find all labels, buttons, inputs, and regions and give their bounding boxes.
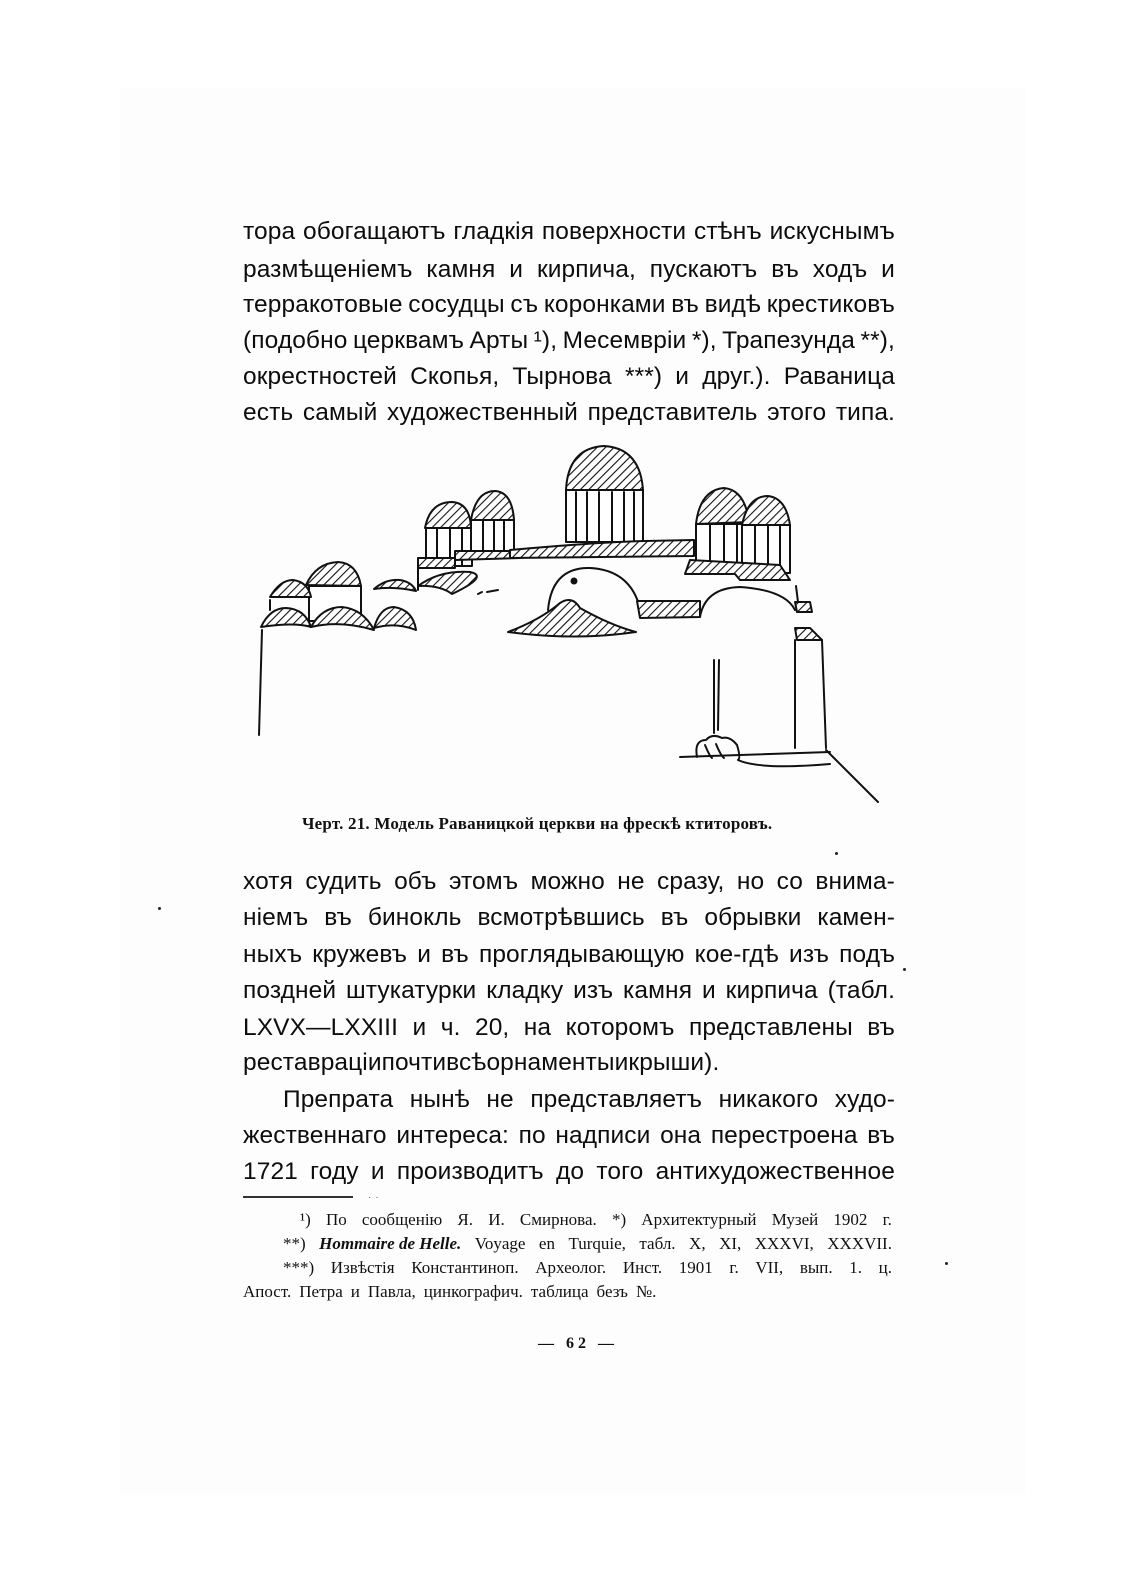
word: Трапезунда [722,327,855,354]
word: Voyage [474,1234,526,1253]
footnote-line [283,1232,892,1256]
word: ***) [283,1258,315,1277]
word: поверхности [541,218,687,245]
word: таблица [530,1282,589,1301]
word: XXXVI, [754,1234,814,1253]
word: LXVX—LXXIII [243,1014,398,1041]
word: видѣ [704,291,762,318]
word: безъ [596,1282,628,1301]
word: типа. [835,399,895,426]
word: поздней [243,977,337,1004]
word: жественнаго [243,1122,387,1149]
word: г. [882,1210,892,1229]
text-line [243,250,895,290]
word: Месемвріи [562,327,687,354]
text-line [243,898,895,938]
word: ¹) [300,1210,311,1229]
text-line [243,971,895,1011]
word: кирпича [725,977,818,1004]
word: подъ [839,941,895,968]
word: которомъ [565,1014,675,1041]
word: и [412,1014,427,1041]
word: сосудцы [408,291,505,318]
word: ніемъ [243,904,309,931]
word: ходъ [812,256,868,283]
word: Константиноп. [411,1258,519,1277]
word: и [509,256,524,283]
word: никакого [718,1086,819,1113]
word: реставраціи [243,1049,382,1076]
word: 1721 [243,1158,298,1185]
word: изъ [573,977,614,1004]
word: (табл. [827,977,895,1004]
word: Тырнова [512,363,612,390]
text-line [243,1152,895,1192]
word: Петра [299,1282,343,1301]
word: коронками [543,291,666,318]
footnote-line [243,1280,656,1304]
word: въ [671,291,699,318]
word: крестиковъ [766,291,895,318]
word: Инст. [622,1258,663,1277]
word: *), [691,327,717,354]
word: крыши). [628,1049,720,1076]
word: производитъ [396,1158,544,1185]
word: изъ [789,941,830,968]
word: камня [426,256,496,283]
word: представлены [688,1014,853,1041]
word: X, [689,1234,706,1253]
footnote-rule-dots: ·· [368,1192,383,1203]
word: пускаютъ [649,256,758,283]
figure-caption: Черт. 21. Модель Раваницкой церкви на фрескѣ ктиторовъ. [302,814,773,833]
word: хотя [243,868,293,895]
word: сразу, [657,868,725,895]
word: ***) [624,363,663,390]
word: 20, [474,1014,510,1041]
word: г. [729,1258,739,1277]
word: представляетъ [530,1086,703,1113]
word: съ [510,291,539,318]
word: Археолог. [535,1258,607,1277]
text-line [243,321,895,361]
church-model-drawing [250,430,890,810]
word: и [614,1049,629,1076]
word: этого [767,399,827,426]
word: Скопья, [410,363,500,390]
word: церквамъ [352,327,464,354]
word: Я. [457,1210,474,1229]
word: можно [530,868,605,895]
word: стѣнъ [693,218,762,245]
footnote-line [283,1256,892,1280]
word: по [518,1122,546,1149]
text-line [243,1043,895,1083]
word: того [596,1158,644,1185]
word: сообщенію [361,1210,443,1229]
word: Hommaire de Helle. [319,1234,462,1253]
word: нынѣ [409,1086,470,1113]
word: Апост. [243,1282,292,1301]
word: внима- [815,868,895,895]
word: Музей [771,1210,819,1229]
word: По [325,1210,347,1229]
word: антихудожественное [655,1158,895,1185]
word: **), [860,327,895,354]
word: (подобно [243,327,348,354]
word: ч. [440,1014,461,1041]
word: не [617,868,645,895]
word: XXXVII. [827,1234,892,1253]
word: №. [635,1282,657,1301]
text-line [243,212,895,252]
word: 1902 [833,1210,868,1229]
word: Извѣстія [330,1258,395,1277]
word: цинкографич. [423,1282,523,1301]
word: Препрата [283,1086,394,1113]
word: орнаменты [486,1049,615,1076]
word: *) [611,1210,627,1229]
scan-speck [158,907,161,910]
word: интереса: [396,1122,509,1149]
word: И. [488,1210,505,1229]
word: почти [381,1049,447,1076]
word: обрывки [704,904,802,931]
text-line [243,1008,895,1048]
text-line [243,935,895,975]
word: кружевъ [312,941,408,968]
word: обогащаютъ [303,218,446,245]
word: на [523,1014,552,1041]
word: представитель [587,399,758,426]
word: не [486,1086,514,1113]
word: гладкія [453,218,535,245]
word: проглядывающую [478,941,685,968]
word: и [370,1158,385,1185]
word: друг.). [702,363,771,390]
word: 1. [849,1258,862,1277]
word: терракотовые [243,291,403,318]
word: 1901 [678,1258,713,1277]
word: кое-гдѣ [694,941,779,968]
word: перестроена [710,1122,858,1149]
word: кладку [486,977,564,1004]
scan-speck [945,1262,948,1265]
word: штукатурки [346,977,477,1004]
word: и [350,1282,360,1301]
word: въ [867,1014,895,1041]
text-line [243,393,895,433]
word: искуснымъ [769,218,895,245]
word: камня [623,977,693,1004]
word: и [675,363,690,390]
footnote-line [300,1208,892,1232]
scan-speck [835,852,838,855]
word: окрестностей [243,363,397,390]
word: объ [394,868,437,895]
word: и [417,941,431,968]
word: въ [867,1122,895,1149]
word: самый [302,399,378,426]
text-line [243,285,895,325]
word: en [538,1234,555,1253]
word: Turquie, [568,1234,626,1253]
text-line [283,1080,895,1120]
word: въ [660,904,689,931]
footnote-rule [243,1196,353,1198]
word: надписи [555,1122,651,1149]
word: году [310,1158,359,1185]
word: со [776,868,803,895]
word: вып. [799,1258,833,1277]
page-number: — 62 — [538,1335,618,1352]
word: она [660,1122,702,1149]
word: въ [441,941,469,968]
word: художественный [387,399,578,426]
word: камен- [817,904,895,931]
word: VII, [755,1258,784,1277]
word: XI, [719,1234,742,1253]
text-line [243,862,895,902]
text-line [243,357,895,397]
scan-speck [903,968,906,971]
word: кирпича, [536,256,636,283]
word: **) [283,1234,306,1253]
word: ¹), [533,327,558,354]
word: размѣщеніемъ [243,256,413,283]
word: Архитектурный [641,1210,757,1229]
word: есть [243,399,294,426]
word: бинокль [367,904,462,931]
word: до [555,1158,585,1185]
word: всѣ [446,1049,487,1076]
text-line [243,1116,895,1156]
word: всмотрѣвшись [477,904,645,931]
word: табл. [639,1234,676,1253]
word: и [701,977,716,1004]
word: худо- [834,1086,895,1113]
word: Павла, [367,1282,416,1301]
word: но [736,868,765,895]
word: тора [243,218,296,245]
word: въ [771,256,799,283]
word: судить [305,868,382,895]
word: Арты [469,327,529,354]
word: Раваница [783,363,895,390]
word: въ [324,904,352,931]
word: ныхъ [243,941,303,968]
word: Смирнова. [519,1210,597,1229]
word: этомъ [448,868,519,895]
word: ц. [878,1258,892,1277]
word: и [881,256,895,283]
